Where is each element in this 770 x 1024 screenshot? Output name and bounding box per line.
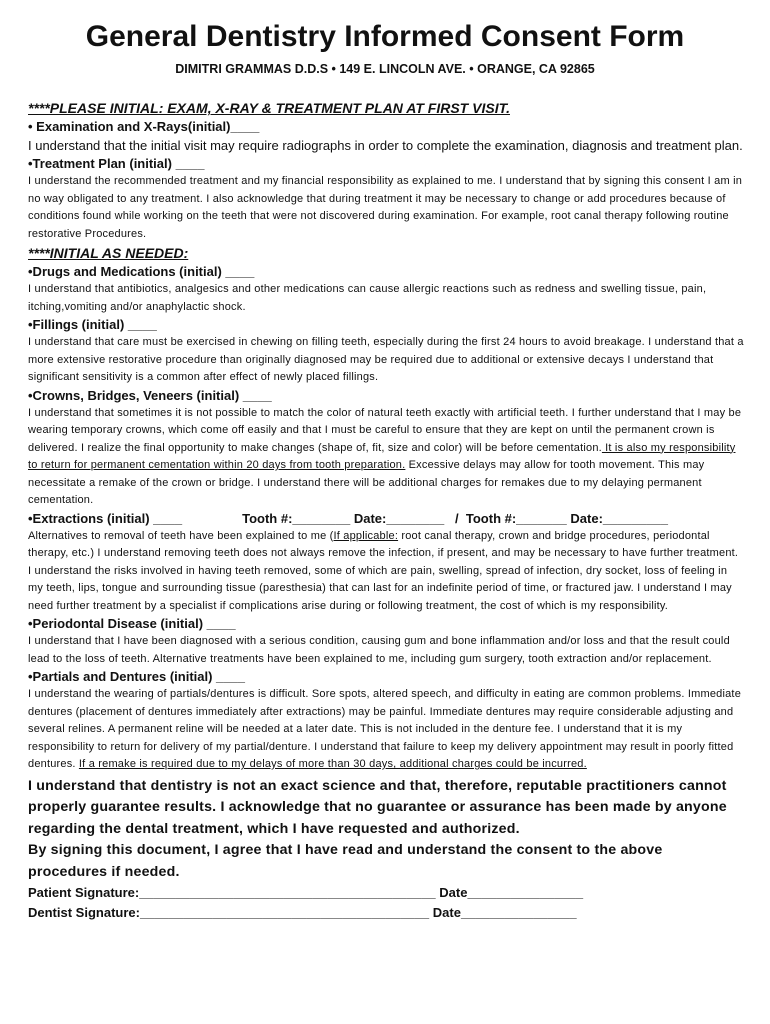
crowns-text-part: I understand that sometimes it is not possible to match the color of natural teeth exactly with artificial teeth. I further understand that I may be wearing temporary crowns, which come off easily and that I must be careful to ensure that they are kept on until the permanent crown is delivered. I realize the final opportunity to make changes (shape of, fit, size and color) will be before cementation. — [28, 406, 742, 454]
partials-heading: •Partials and Dentures (initial) ____ — [28, 669, 245, 684]
first-visit-banner: ****PLEASE INITIAL: EXAM, X-RAY & TREATMENT PLAN AT FIRST VISIT. — [28, 100, 510, 116]
extractions-heading: •Extractions (initial) ____ — [28, 510, 183, 526]
patient-signature-line[interactable]: Patient Signature:_________________________________________ Date________________ — [28, 885, 584, 900]
form-body — [28, 98, 744, 923]
crowns-text-part: Excessive delays may allow for tooth movement. This may necessitate a remake of the crown or bridge. I understand there will be additional charges for remakes due to my delaying permanent cementation. — [28, 459, 705, 506]
extractions-tooth-fields[interactable]: Tooth #:________ Date:________ / Tooth #:_______ Date:_________ — [242, 510, 668, 526]
fillings-text: I understand that care must be exercised in chewing on filling teeth, especially during the first 24 hours to avoid breakage. I understand that a more extensive restorative procedure than originally diagnosed may be required due to additional or extensive decays I understand that significant sensitivity is a common after effect of newly placed fillings. — [28, 336, 744, 383]
crowns-text — [28, 405, 744, 510]
periodontal-heading: •Periodontal Disease (initial) ____ — [28, 616, 236, 631]
closing-statement: I understand that dentistry is not an exact science and that, therefore, reputable practitioners cannot properly guarantee results. I acknowledge that no guarantee or assurance has been made by anyone regarding the dental treatment, which I have requested and authorized. — [28, 777, 727, 837]
treatment-plan-text: I understand the recommended treatment and my financial responsibility as explained to me. I understand that by signing this consent I am in no way obligated to any treatment. I also acknowledge that during treatment it may be necessary to change or add procedures because of conditions found while working on the teeth that were not discovered during examination. For example, root canal therapy following routine restorative Procedures. — [28, 175, 743, 240]
drugs-text: I understand that antibiotics, analgesics and other medications can cause allergic reactions such as redness and swelling tissue, pain, itching,vomiting and/or anaphylactic shock. — [28, 283, 707, 313]
dentist-signature-line[interactable]: Dentist Signature:________________________________________ Date________________ — [28, 905, 577, 920]
extractions-text-part: root canal therapy, crown and bridge procedures, periodontal therapy, etc.) I understand removing teeth does not always remove the infection, if present, and may be necessary to have further treatment. I understand the risks involved in having teeth removed, some of which are pain, swelling, spread of infection, dry socket, loss of feeling in my teeth, lips, tongue and surrounding tissue (paresthesia) that can last for an indefinite period of time, or fractured jaw. I understand I may need further treatment by a specialist if complications arise during or following treatment, the cost of which is my responsibility. — [28, 529, 739, 612]
exam-text: I understand that the initial visit may require radiographs in order to complete the examination, diagnosis and treatment plan. — [28, 138, 743, 153]
crowns-heading: •Crowns, Bridges, Veneers (initial) ____ — [28, 387, 272, 403]
crowns-underlined-text: It is also my responsibility to return for permanent cementation within 20 days from tooth preparation. — [28, 441, 736, 471]
treatment-plan-heading: •Treatment Plan (initial) ____ — [28, 156, 205, 171]
agreement-statement: By signing this document, I agree that I have read and understand the consent to the above procedures if needed. — [28, 842, 663, 880]
partials-text-part: I understand the wearing of partials/dentures is difficult. Sore spots, altered speech, and difficulty in eating are common problems. Immediate dentures (placement of dentures immediately after extractions) may be painful. Immediate dentures may require considerable adjusting and several relines. A permanent reline will be needed at a later date. This is not included in the denture fee. I understand that it is my responsibility to return for delivery of my partial/denture. I understand that failure to keep my delivery appointment may result in poorly fitted dentures. — [28, 688, 742, 770]
partials-text — [28, 686, 744, 774]
partials-underlined-text: If a remake is required due to my delays of more than 30 days, additional charges could be incurred. — [78, 758, 587, 770]
drugs-heading: •Drugs and Medications (initial) ____ — [28, 264, 255, 279]
practice-address: DIMITRI GRAMMAS D.D.S • 149 E. LINCOLN AVE. • ORANGE, CA 92865 — [175, 62, 595, 76]
periodontal-text: I understand that I have been diagnosed with a serious condition, causing gum and bone inflammation and/or loss and that the result could lead to the loss of teeth. Alternative treatments have been explained to me, including gum surgery, tooth extraction and/or replacement. — [28, 635, 730, 665]
extractions-text-part: Alternatives to removal of teeth have been explained to me ( — [28, 529, 334, 542]
as-needed-banner: ****INITIAL AS NEEDED: — [28, 245, 189, 261]
extractions-text — [28, 528, 744, 616]
exam-heading: • Examination and X-Rays(initial)____ — [28, 119, 260, 134]
extractions-underlined-text: If applicable: — [333, 529, 399, 542]
fillings-heading: •Fillings (initial) ____ — [28, 317, 157, 332]
extractions-row — [28, 510, 744, 528]
form-title: General Dentistry Informed Consent Form — [85, 20, 685, 53]
